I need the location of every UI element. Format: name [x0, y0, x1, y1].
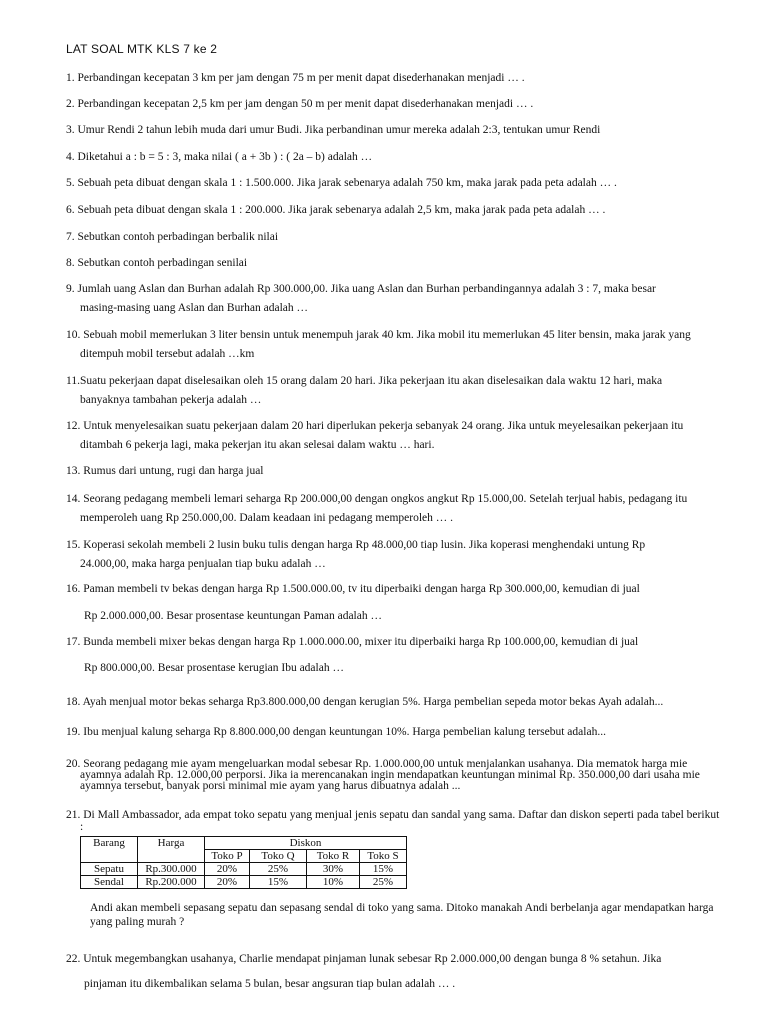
cell-barang: Sepatu — [81, 863, 138, 876]
question-16-line-2: Rp 2.000.000,00. Besar prosentase keuntungan Paman adalah … — [84, 610, 382, 622]
question-11-line-2: banyaknya tambahan pekerja adalah … — [80, 394, 262, 406]
question-8: 8. Sebutkan contoh perbadingan senilai — [66, 257, 248, 269]
question-14-line-2: memperoleh uang Rp 250.000,00. Dalam keadaan ini pedagang memperoleh … . — [80, 512, 454, 524]
cell-diskon: 15% — [360, 863, 407, 876]
question-13: 13. Rumus dari untung, rugi dan harga jual — [66, 465, 264, 477]
header-barang: Barang — [81, 837, 138, 863]
question-3: 3. Umur Rendi 2 tahun lebih muda dari umur Budi. Jika perbandinan umur mereka adalah 2:3, tentukan umur Rendi — [66, 124, 601, 136]
table-header-row — [81, 837, 407, 850]
question-14 — [66, 490, 726, 528]
question-11-line-1: 11.Suatu pekerjaan dapat diselesaikan oleh 15 orang dalam 20 hari. Jika pekerjaan itu akan diselesaikan dala waktu 12 hari, maka — [66, 375, 663, 387]
question-6: 6. Sebuah peta dibuat dengan skala 1 : 200.000. Jika jarak sebenarya adalah 2,5 km, maka jarak pada peta adalah … . — [66, 204, 606, 216]
question-15 — [66, 536, 726, 574]
question-18: 18. Ayah menjual motor bekas seharga Rp3.800.000,00 dengan kerugian 5%. Harga pembelian sepeda motor bekas Ayah adalah... — [66, 696, 664, 708]
question-20-text: 20. Seorang pedagang mie ayam mengeluarkan modal sebesar Rp. 1.000.000,00 untuk menjalankan usahanya. Dia mematok harga mie ayamnya adalah Rp. 12.000,00 perporsi. Jika ia merencanakan ingin mendapatkan keuntungan minimal Rp. 350.000,00 dari usaha mie ayamnya tersebut, banyak porsi minimal mie ayam yang harus dibuatnya adalah ... — [66, 758, 700, 792]
question-16-line-1: 16. Paman membeli tv bekas dengan harga Rp 1.500.000.00, tv itu diperbaiki dengan harga Rp 300.000,00, kemudian di jual — [66, 583, 640, 595]
question-20 — [66, 759, 722, 792]
question-21-followup: Andi akan membeli sepasang sepatu dan sepasang sendal di toko yang sama. Ditoko manakah Andi berbelanja agar mendapatkan harga yang paling murah ? — [90, 902, 714, 928]
cell-barang: Sendal — [81, 876, 138, 889]
question-21 — [66, 810, 722, 833]
header-toko-p: Toko P — [205, 850, 250, 863]
header-harga: Harga — [138, 837, 205, 863]
question-17-line-1: 17. Bunda membeli mixer bekas dengan harga Rp 1.000.000.00, mixer itu diperbaiki harga Rp 100.000,00, kemudian di jual — [66, 636, 639, 648]
cell-diskon: 30% — [307, 863, 360, 876]
question-2: 2. Perbandingan kecepatan 2,5 km per jam dengan 50 m per menit dapat disederhanakan menjadi … . — [66, 98, 534, 110]
question-22 — [66, 950, 726, 994]
question-22-line-1: 22. Untuk megembangkan usahanya, Charlie mendapat pinjaman lunak sebesar Rp 2.000.000,00 dengan bunga 8 % setahun. Jika — [66, 953, 662, 965]
cell-diskon: 20% — [205, 863, 250, 876]
question-5: 5. Sebuah peta dibuat dengan skala 1 : 1.500.000. Jika jarak sebenarya adalah 750 km, maka jarak pada peta adalah … . — [66, 177, 617, 189]
cell-harga: Rp.300.000 — [138, 863, 205, 876]
header-toko-s: Toko S — [360, 850, 407, 863]
question-19: 19. Ibu menjual kalung seharga Rp 8.800.000,00 dengan keuntungan 10%. Harga pembelian kalung tersebut adalah... — [66, 726, 606, 738]
page-title: LAT SOAL MTK KLS 7 ke 2 — [66, 42, 218, 56]
cell-harga: Rp.200.000 — [138, 876, 205, 889]
question-17-line-2: Rp 800.000,00. Besar prosentase kerugian Ibu adalah … — [84, 662, 344, 674]
question-10-line-2: ditempuh mobil tersebut adalah …km — [80, 348, 255, 360]
table-row — [81, 863, 407, 876]
discount-table — [80, 836, 407, 889]
cell-diskon: 10% — [307, 876, 360, 889]
question-15-line-1: 15. Koperasi sekolah membeli 2 lusin buku tulis dengan harga Rp 48.000,00 tiap lusin. Jika koperasi menghendaki untung Rp — [66, 539, 646, 551]
question-10 — [66, 326, 726, 364]
question-9-line-1: 9. Jumlah uang Aslan dan Burhan adalah Rp 300.000,00. Jika uang Aslan dan Burhan perbandingannya adalah 3 : 7, maka besar — [66, 283, 656, 295]
question-12-line-1: 12. Untuk menyelesaikan suatu pekerjaan dalam 20 hari diperlukan pekerja sebanyak 24 orang. Jika untuk meyelesaikan pekerjaan itu — [66, 420, 684, 432]
header-diskon: Diskon — [205, 837, 407, 850]
question-12-line-2: ditambah 6 pekerja lagi, maka pekerjan itu akan selesai dalam waktu … hari. — [80, 439, 435, 451]
question-1: 1. Perbandingan kecepatan 3 km per jam dengan 75 m per menit dapat disederhanakan menjadi … . — [66, 72, 525, 84]
question-7: 7. Sebutkan contoh perbadingan berbalik nilai — [66, 231, 279, 243]
question-12 — [66, 417, 726, 455]
question-21-text: 21. Di Mall Ambassador, ada empat toko sepatu yang menjual jenis sepatu dan sandal yang sama. Daftar dan diskon seperti pada tabel berikut : — [66, 809, 720, 833]
question-22-line-2: pinjaman itu dikembalikan selama 5 bulan, besar angsuran tiap bulan adalah … . — [84, 978, 456, 990]
header-toko-r: Toko R — [307, 850, 360, 863]
question-9 — [66, 280, 726, 318]
question-4: 4. Diketahui a : b = 5 : 3, maka nilai ( a + 3b ) : ( 2a – b) adalah … — [66, 151, 373, 163]
cell-diskon: 25% — [360, 876, 407, 889]
question-11 — [66, 372, 726, 410]
cell-diskon: 15% — [250, 876, 307, 889]
question-9-line-2: masing-masing uang Aslan dan Burhan adalah … — [80, 302, 309, 314]
question-15-line-2: 24.000,00, maka harga penjualan tiap buku adalah … — [80, 558, 326, 570]
question-10-line-1: 10. Sebuah mobil memerlukan 3 liter bensin untuk menempuh jarak 40 km. Jika mobil itu memerlukan 45 liter bensin, maka jarak yang — [66, 329, 691, 341]
cell-diskon: 20% — [205, 876, 250, 889]
question-14-line-1: 14. Seorang pedagang membeli lemari seharga Rp 200.000,00 dengan ongkos angkut Rp 15.000,00. Setelah terjual habis, pedagang itu — [66, 493, 688, 505]
header-toko-q: Toko Q — [250, 850, 307, 863]
cell-diskon: 25% — [250, 863, 307, 876]
table-row — [81, 876, 407, 889]
